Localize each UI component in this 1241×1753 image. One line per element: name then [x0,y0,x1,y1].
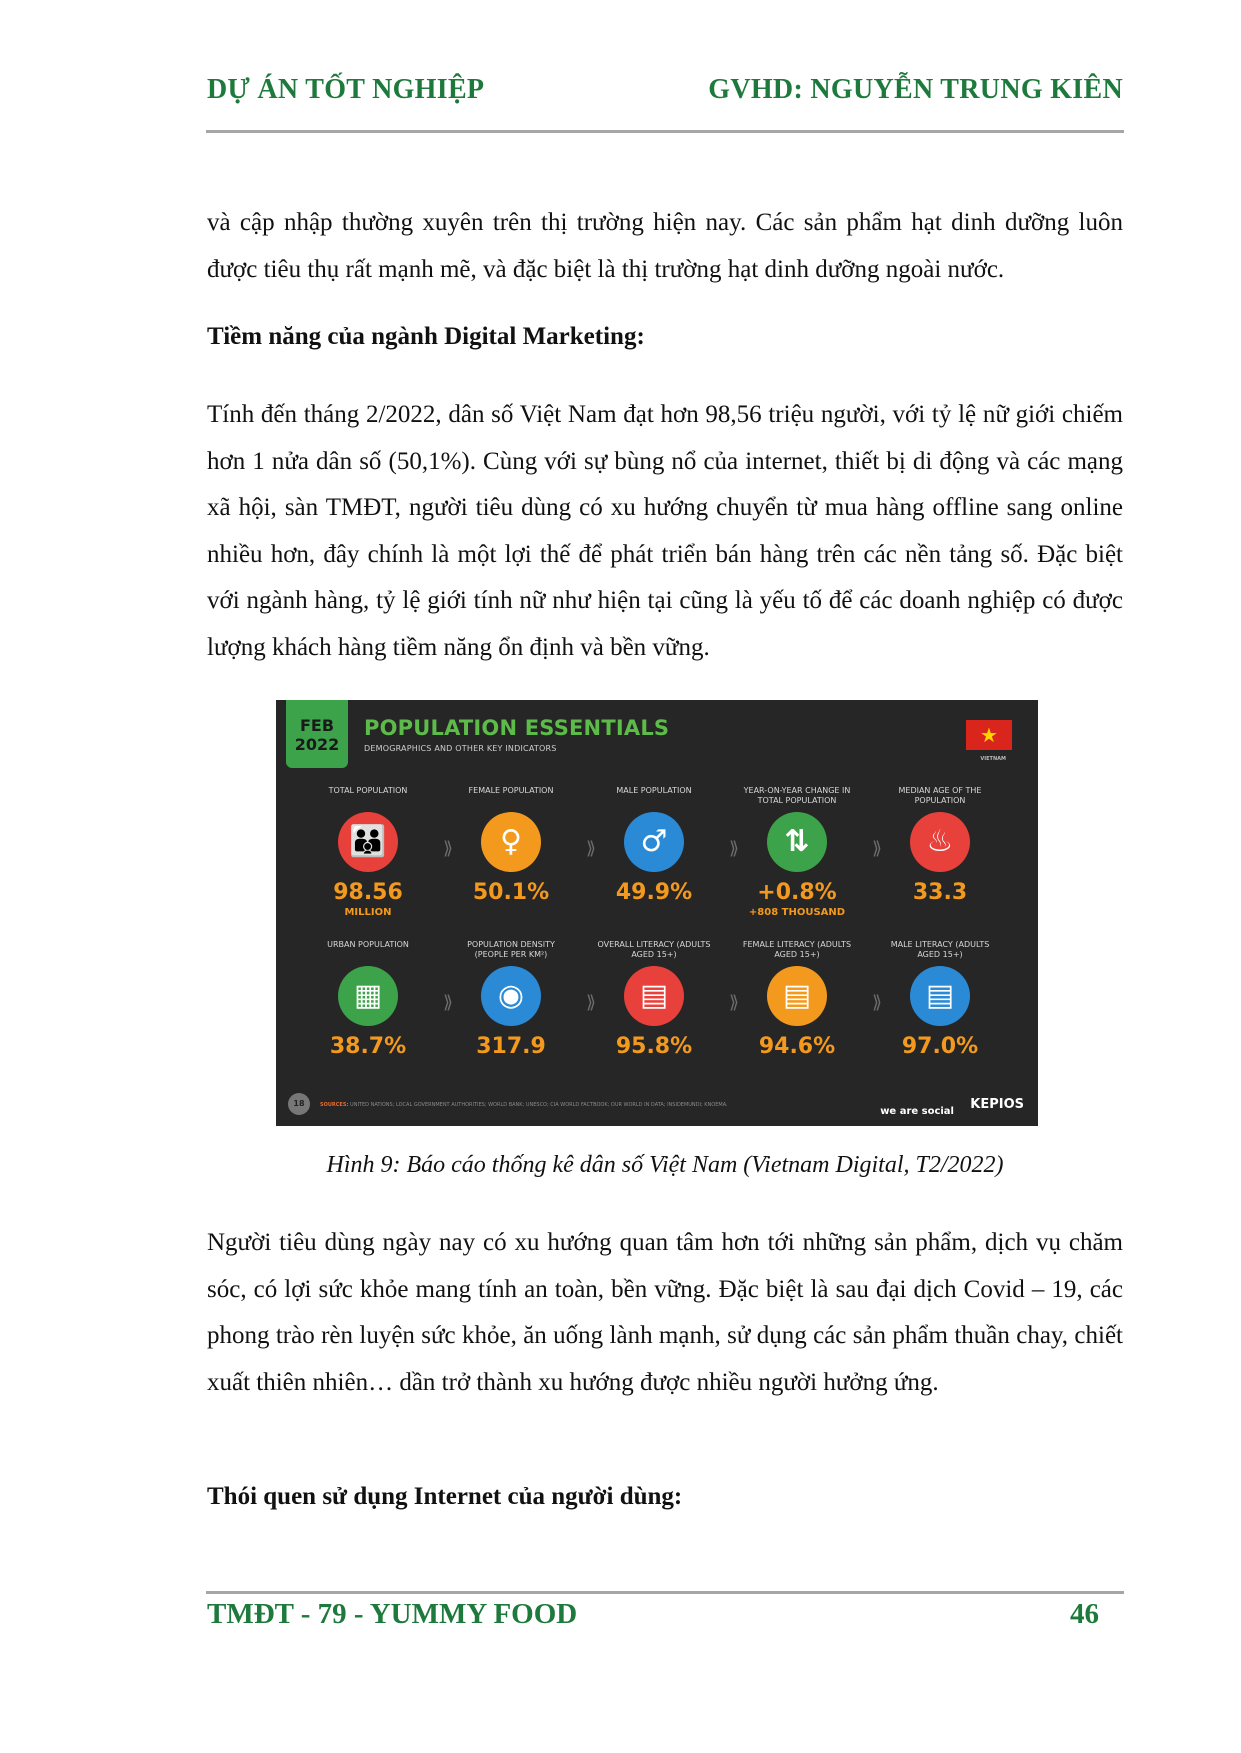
book-icon: ▤ [624,966,684,1026]
separator-icon: ⟫ [872,992,883,1013]
header-divider [206,130,1124,133]
we-are-social-logo: we are social [880,1106,954,1117]
separator-icon: ⟫ [443,838,454,859]
stat-value: 98.56 [333,880,403,905]
stat-value: 49.9% [615,880,693,905]
stat-label: TOTAL POPULATION [328,786,408,795]
infographic-subtitle: DEMOGRAPHICS AND OTHER KEY INDICATORS [364,744,557,753]
date-badge [286,700,348,768]
flag-caption: VIETNAM [980,756,1006,762]
stat-extra: +808 THOUSAND [748,907,846,918]
population-infographic [276,700,1038,1126]
separator-icon: ⟫ [729,838,740,859]
stat-value: 38.7% [329,1034,407,1059]
footer-project: TMĐT - 79 - YUMMY FOOD [207,1598,578,1630]
stat-card [880,940,1000,1059]
date-month: FEB [299,716,335,735]
vietnam-flag-icon: ★ [966,720,1012,750]
date-year: 2022 [294,735,340,754]
header-supervisor: GVHD: NGUYỄN TRUNG KIÊN [708,74,1123,105]
stat-value: 50.1% [472,880,550,905]
stat-extra: MILLION [344,907,392,918]
paragraph-3: Người tiêu dùng ngày nay có xu hướng quan tâm hơn tới những sản phẩm, dịch vụ chăm sóc, có lợi sức khỏe mang tính an toàn, bền vững. Đặc biệt là sau đại dịch Covid – 19, các phong trào rèn luyện sức khỏe, ăn uống lành mạnh, sử dụng các sản phẩm thuần chay, chiết xuất thiên nhiên… dần trở thành xu hướng được nhiều người hưởng ứng. [207,1229,1123,1396]
stat-card [594,786,714,905]
building-icon: ▦ [338,966,398,1026]
separator-icon: ⟫ [729,992,740,1013]
stat-value: 94.6% [758,1034,836,1059]
footer-divider [206,1591,1124,1594]
stat-value: 95.8% [615,1034,693,1059]
heading-digital-marketing: Tiềm năng của ngành Digital Marketing: [207,323,645,350]
stat-value: 97.0% [901,1034,979,1059]
female-icon: ♀ [481,812,541,872]
stat-label: FEMALE LITERACY (ADULTS AGED 15+) [742,940,852,959]
sources-line [320,1102,728,1108]
sources-text: UNITED NATIONS; LOCAL GOVERNMENT AUTHORITIES; WORLD BANK; UNESCO; CIA WORLD FACTBOOK; OUR WORLD IN DATA; INSIDEMUNDI; KNOEMA. [350,1102,728,1108]
stat-value: 33.3 [912,880,968,905]
stat-card [880,786,1000,905]
stat-card [737,940,857,1059]
cake-icon: ♨ [910,812,970,872]
separator-icon: ⟫ [586,838,597,859]
stat-card [308,940,428,1059]
footer-page-number: 46 [1070,1598,1099,1630]
figure-caption: Hình 9: Báo cáo thống kê dân số Việt Nam (Vietnam Digital, T2/2022) [326,1152,1004,1178]
stat-card [737,786,857,918]
male-icon: ♂ [624,812,684,872]
book-icon: ▤ [910,966,970,1026]
page-number-badge: 18 [288,1093,310,1115]
stat-label: YEAR-ON-YEAR CHANGE IN TOTAL POPULATION [743,786,851,805]
stat-value: +0.8% [757,880,837,905]
stat-card [308,786,428,918]
stat-label: MEDIAN AGE OF THE POPULATION [898,786,982,805]
stat-label: URBAN POPULATION [327,940,409,949]
stat-card [451,786,571,905]
stat-value: 317.9 [476,1034,546,1059]
paragraph-2: Tính đến tháng 2/2022, dân số Việt Nam đạt hơn 98,56 triệu người, với tỷ lệ nữ giới chiếm hơn 1 nửa dân số (50,1%). Cùng với sự bùng nổ của internet, thiết bị di động và các mạng xã hội, sàn TMĐT, người tiêu dùng có xu hướng chuyển từ mua hàng offline sang online nhiều hơn, đây chính là một lợi thế để phát triển bán hàng trên các nền tảng số. Đặc biệt với ngành hàng, tỷ lệ giới tính nữ như hiện tại cũng là yếu tố để các doanh nghiệp có được lượng khách hàng tiềm năng ổn định và bền vững. [207,401,1123,661]
stat-card [451,940,571,1059]
heading-internet-habits: Thói quen sử dụng Internet của người dùng: [207,1483,683,1510]
stat-label: FEMALE POPULATION [468,786,554,795]
stat-card [594,940,714,1059]
stat-label: POPULATION DENSITY (PEOPLE PER KM²) [467,940,555,959]
book-icon: ▤ [767,966,827,1026]
people-icon: 👪 [338,812,398,872]
separator-icon: ⟫ [443,992,454,1013]
separator-icon: ⟫ [872,838,883,859]
paragraph-1: và cập nhập thường xuyên trên thị trường hiện nay. Các sản phẩm hạt dinh dưỡng luôn được tiêu thụ rất mạnh mẽ, và đặc biệt là thị trường hạt dinh dưỡng ngoài nước. [207,209,1123,283]
separator-icon: ⟫ [586,992,597,1013]
sources-label: SOURCES: [320,1102,349,1108]
stat-label: MALE POPULATION [616,786,692,795]
arrows-icon: ⇅ [767,812,827,872]
header-title: DỰ ÁN TỐT NGHIỆP [207,74,485,105]
stat-label: MALE LITERACY (ADULTS AGED 15+) [890,940,990,959]
kepios-logo: KEPIOS [970,1097,1024,1112]
location-pin-icon: ◉ [481,966,541,1026]
stat-label: OVERALL LITERACY (ADULTS AGED 15+) [597,940,711,959]
infographic-title: POPULATION ESSENTIALS [364,716,670,740]
